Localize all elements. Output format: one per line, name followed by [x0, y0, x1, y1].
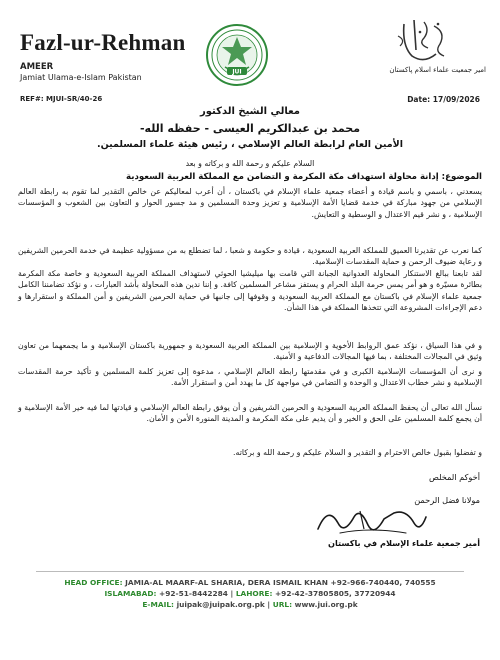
body-paragraph-4: و في هذا السياق ، نؤكد عمق الروابط الأخوية و الإسلامية بين المملكة العربية السعودية و جمهورية باكستان الإسلامية و ما يجمعهما من تعاون وثيق في المجالات المختلفة ، بما فيها المجالات الدفاعية و الأمنية.: [18, 341, 482, 362]
website-link[interactable]: www.jui.org.pk: [294, 600, 358, 609]
closing-salutation: أخوكم المخلص: [428, 472, 480, 482]
addressee-honorific: معالي الشيخ الدكتور: [200, 106, 300, 117]
letterhead-right: [376, 16, 486, 86]
head-office-value: JAMIA-AL MAARF-AL SHARIA, DERA ISMAIL KHAN +92-966-740440, 740555: [125, 578, 436, 587]
head-office-label: HEAD OFFICE:: [64, 578, 123, 587]
footer-phones: [10, 589, 490, 598]
letter-date: Date: 17/09/2026: [407, 95, 480, 104]
footer-divider: [36, 571, 464, 572]
party-emblem-logo: [205, 23, 269, 87]
letter-subject: الموضوع: إدانة محاولة استهداف مكة المكرمة و التضامن مع المملكة العربية السعودية: [126, 172, 482, 182]
body-paragraph-2: كما نعرب عن تقديرنا العميق للمملكة العربية السعودية ، قيادة و حكومة و شعبا ، لما تضطلع به من مسؤولية عظيمة في خدمة الحرمين الشريفين و رعاية ضيوف الرحمن و حماية المقدسات الإسلامية.: [18, 246, 482, 267]
body-paragraph-6: نسأل الله تعالى أن يحفظ المملكة العربية السعودية و الحرمين الشريفين و أن يوفق رابطة العالم الإسلامي و قيادتها لما فيه خير الأمة الإسلامية و أن يجمع كلمة المسلمين على الحق و الخير و أن يديم على مكة المكرمة و المدينة المنورة الأمن و الأمان.: [18, 403, 482, 424]
body-paragraph-3: لقد تابعنا ببالغ الاستنكار المحاولة العدوانية الجبانة التي قامت بها ميليشيا الحوثي لاستهداف المملكة العربية السعودية و خاصة مكة المكرمة بطائرة مسيّرة و هو أمر يمس حرمة البلد الحرام و يستفز مشاعر المسلمين كافة. و إننا ندين هذه المحاولة بأشد العبارات ، و نؤكد تضامننا الكامل جمعية علماء الإسلام في باكستان مع المملكة العربية السعودية و وقوفها إلى جانبها في حماية الحرمين الشريفين و أمن المملكة و استقرارها و دعم الإجراءات المشروعة التي تتخذها المملكة في هذا الشأن.: [18, 269, 482, 313]
calligraphy-monogram-icon: [394, 16, 454, 64]
addressee-position: الأمين العام لرابطة العالم الإسلامي ، رئيس هيئة علماء المسلمين.: [97, 139, 403, 150]
sender-organization: Jamiat Ulama-e-Islam Pakistan: [20, 73, 142, 82]
addressee-name: محمد بن عبدالكريم العيسى - حفظه الله-: [139, 122, 361, 135]
emblem-text: JUI: [232, 68, 242, 76]
urdu-organization-title: امیر جمعیت علماء اسلام پاکستان: [389, 66, 486, 74]
islamabad-phone: +92-51-8442284: [159, 589, 228, 598]
footer-separator: |: [230, 589, 234, 598]
footer-contacts: [10, 600, 490, 609]
islamabad-label: ISLAMABAD:: [104, 589, 157, 598]
signatory-title: أمير جمعية علماء الإسلام في باكستان: [327, 538, 480, 548]
signatory-name: مولانا فضل الرحمن: [414, 495, 480, 505]
reference-number: REF#: MJUI-SR/40-26: [20, 95, 103, 103]
sender-name: Fazl-ur-Rehman: [20, 30, 186, 55]
body-paragraph-5: و نرى أن المؤسسات الإسلامية الكبرى و في مقدمتها رابطة العالم الإسلامي ، مدعوة إلى تعزيز كلمة المسلمين و تأكيد حرمة المقدسات الإسلامية و نشر خطاب الاعتدال و الوحدة و التضامن في مواجهة كل ما يهدد أمن و استقرار الأمة.: [18, 367, 482, 388]
lahore-label: LAHORE:: [235, 589, 273, 598]
url-label: URL:: [272, 600, 293, 609]
greeting: السلام عليكم و رحمة الله و بركاته و بعد: [185, 159, 315, 168]
lahore-phone: +92-42-37805805, 37720944: [274, 589, 396, 598]
letterhead-left: [20, 30, 210, 82]
handwritten-signature: [310, 499, 430, 541]
footer-head-office: [10, 578, 490, 587]
footer-separator-2: |: [267, 600, 271, 609]
email-link[interactable]: juipak@juipak.org.pk: [176, 600, 265, 609]
email-label: E-MAIL:: [142, 600, 174, 609]
body-paragraph-1: يسعدني ، باسمي و باسم قيادة و أعضاء جمعية علماء الإسلام في باكستان ، أن أعرب لمعاليكم عن خالص التقدير لما تقوم به رابطة العالم الإسلامي من جهود مباركة في خدمة قضايا الأمة الإسلامية و تعزيز وحدة المسلمين و مد جسور الحوار و التعاون بين الشعوب و المؤسسات الإسلامية ، و نشر قيم الاعتدال و الوسطية و التعايش.: [18, 187, 482, 219]
sender-title: AMEER: [20, 62, 54, 72]
body-paragraph-7: و تفضلوا بقبول خالص الاحترام و التقدير و السلام عليكم و رحمة الله و بركاته.: [233, 448, 482, 457]
